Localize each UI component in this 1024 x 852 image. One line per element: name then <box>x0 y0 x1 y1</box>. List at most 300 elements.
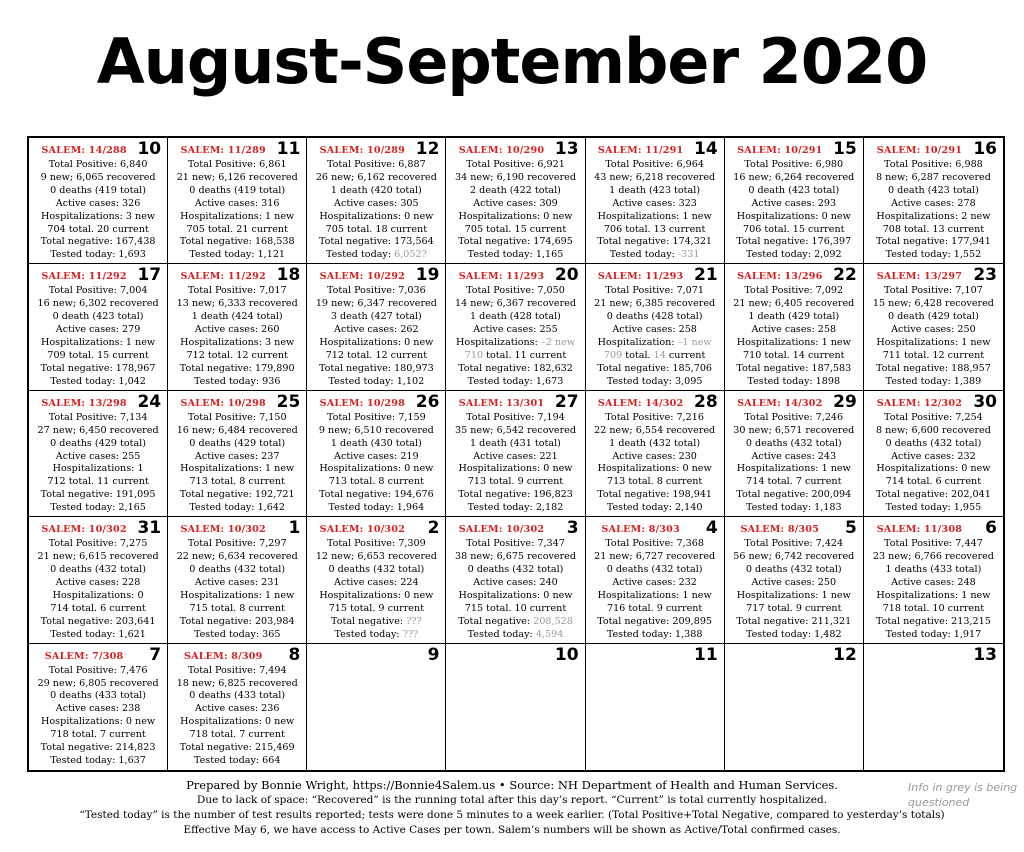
stat-text: Tested today: 936 <box>193 375 281 387</box>
stat-text: 1 deaths (433 total) <box>885 564 982 575</box>
stat-text: Tested today: 1,621 <box>50 628 146 640</box>
salem-cases: SALEM: 10/290 <box>458 145 545 156</box>
stat-text: Hospitalizations: 1 new <box>736 589 851 601</box>
stat-line <box>307 577 445 590</box>
day-stats <box>29 412 167 515</box>
stat-text: Tested today: 1,693 <box>50 249 146 261</box>
salem-cases: SALEM: 11/308 <box>876 524 963 536</box>
stat-line <box>864 224 1003 237</box>
stat-text: 13 new; 6,333 recovered <box>176 298 298 310</box>
stat-text: 0 deaths (432 total) <box>885 437 982 449</box>
stat-text: Active cases: 228 <box>55 576 141 588</box>
day-number: 8 <box>288 644 301 665</box>
stat-text: Active cases: 243 <box>751 450 837 462</box>
stat-line <box>168 603 306 616</box>
stat-line <box>29 538 167 551</box>
day-number: 7 <box>149 644 162 665</box>
stat-text: Total negative: 174,321 <box>597 236 713 248</box>
stat-line <box>586 337 724 350</box>
stat-text: 705 total. 21 current <box>186 223 288 235</box>
stat-text: Total negative: 185,706 <box>597 362 713 374</box>
stat-line <box>864 538 1003 551</box>
stat-line <box>446 616 584 629</box>
stat-line <box>307 438 445 451</box>
stat-text: Hospitalization: <box>597 337 678 349</box>
day-stats <box>168 665 306 768</box>
calendar-day-cell <box>586 644 725 770</box>
calendar-day-cell <box>864 138 1003 264</box>
stat-line <box>307 489 445 502</box>
stat-line <box>307 376 445 389</box>
stat-text: Total negative: 179,890 <box>179 362 295 374</box>
stat-text: Total negative: 173,564 <box>318 236 434 248</box>
stat-line <box>725 425 863 438</box>
stat-line <box>586 159 724 172</box>
questioned-value: 14 <box>653 349 666 361</box>
stat-text: 0 death (423 total) <box>887 184 979 196</box>
calendar-day-cell <box>307 517 446 643</box>
stat-text: 1 death (429 total) <box>748 311 840 323</box>
stat-line <box>29 236 167 249</box>
stat-line <box>586 438 724 451</box>
stat-line <box>29 211 167 224</box>
calendar-day-cell <box>29 517 168 643</box>
calendar-day-cell <box>586 391 725 517</box>
stat-line <box>864 185 1003 198</box>
stat-line <box>307 551 445 564</box>
stat-line <box>446 551 584 564</box>
day-stats <box>446 159 584 262</box>
stat-line <box>446 198 584 211</box>
stat-line <box>168 690 306 703</box>
stat-text: Tested today: <box>334 628 403 640</box>
stat-text: Tested today: <box>325 249 395 261</box>
stat-line <box>586 451 724 464</box>
stat-text: 1 death (428 total) <box>470 311 561 323</box>
day-number: 27 <box>554 391 579 412</box>
stat-line <box>168 716 306 729</box>
stat-line <box>307 603 445 616</box>
day-stats <box>864 159 1003 262</box>
stat-text: 9 new; 6,065 recovered <box>40 171 156 183</box>
salem-cases: SALEM: 14/288 <box>41 145 127 156</box>
stat-text: 713 total. 8 current <box>606 476 703 488</box>
day-stats <box>168 159 306 262</box>
stat-line <box>168 629 306 642</box>
stat-text: Tested today: 1,388 <box>606 628 703 640</box>
stat-text: Hospitalizations: 0 new <box>876 463 991 475</box>
stat-line <box>168 551 306 564</box>
stat-line <box>864 311 1003 324</box>
stat-line <box>29 438 167 451</box>
stat-line <box>168 755 306 768</box>
day-stats <box>725 285 863 388</box>
day-number: 26 <box>415 391 440 412</box>
stat-text: Hospitalizations: 0 new <box>319 210 434 222</box>
stat-text: Active cases: 279 <box>55 324 141 336</box>
stat-text: 714 total. 6 current <box>50 602 146 614</box>
stat-line <box>29 742 167 755</box>
stat-line <box>307 337 445 350</box>
stat-text: Hospitalizations: 1 new <box>736 337 851 349</box>
stat-text: 714 total. 7 current <box>746 476 842 488</box>
calendar-day-cell <box>725 138 864 264</box>
stat-text: Hospitalizations: 1 new <box>876 589 991 601</box>
stat-text: 38 new; 6,675 recovered <box>454 551 577 563</box>
stat-line <box>586 350 724 363</box>
stat-text: Hospitalizations: 0 new <box>180 716 295 728</box>
stat-line <box>586 577 724 590</box>
stat-text: Total Positive: 7,447 <box>884 538 983 550</box>
stat-line <box>446 438 584 451</box>
stat-line <box>307 502 445 515</box>
calendar-day-cell <box>168 644 307 770</box>
stat-text: 8 new; 6,600 recovered <box>875 424 991 436</box>
stat-text: Hospitalizations: 0 new <box>736 210 851 222</box>
stat-text: Total Positive: 7,036 <box>326 285 426 297</box>
stat-line <box>725 564 863 577</box>
stat-text: Tested today: 1,482 <box>745 628 842 640</box>
stat-line <box>725 211 863 224</box>
footer-credit: Prepared by Bonnie Wright, https://Bonnie4Salem.us • Source: NH Department of Health and Human Services. <box>186 778 838 792</box>
stat-text: Tested today: 1,121 <box>189 249 286 261</box>
stat-text: 713 total. 8 current <box>189 476 285 488</box>
stat-line <box>725 577 863 590</box>
stat-line <box>864 476 1003 489</box>
stat-text: Active cases: 255 <box>473 324 558 336</box>
stat-text: 56 new; 6,742 recovered <box>733 551 855 563</box>
stat-text: 1 death (423 total) <box>609 184 701 196</box>
stat-line <box>586 412 724 425</box>
stat-line <box>864 376 1003 389</box>
stat-text: 718 total. 7 current <box>189 729 285 741</box>
stat-text: Total Positive: 7,494 <box>187 664 287 676</box>
calendar-day-cell <box>446 644 585 770</box>
stat-line <box>586 629 724 642</box>
stat-text: 705 total. 15 current <box>464 223 567 235</box>
stat-line <box>168 185 306 198</box>
salem-cases: SALEM: 8/309 <box>183 650 263 662</box>
stat-line <box>307 363 445 376</box>
stat-text: 16 new; 6,484 recovered <box>176 424 298 436</box>
stat-line <box>168 489 306 502</box>
salem-cases: SALEM: 13/296 <box>737 271 823 283</box>
stat-line <box>29 678 167 691</box>
stat-line <box>864 616 1003 629</box>
stat-line <box>725 629 863 642</box>
stat-line <box>29 476 167 489</box>
stat-text: Total negative: 214,823 <box>40 742 156 754</box>
stat-text: 1 death (430 total) <box>330 437 422 449</box>
stat-line <box>29 590 167 603</box>
day-stats <box>725 538 863 641</box>
questioned-value: ??? <box>402 628 419 640</box>
stat-line <box>168 564 306 577</box>
day-number: 14 <box>694 139 718 159</box>
stat-line <box>29 311 167 324</box>
stat-text: Total negative: 168,538 <box>179 236 295 248</box>
day-stats <box>725 412 863 515</box>
stat-line <box>725 172 863 185</box>
stat-text: Total negative: 180,973 <box>318 362 434 374</box>
stat-text: Total negative: 191,095 <box>40 489 156 501</box>
stat-line <box>725 337 863 350</box>
stat-line <box>864 502 1003 515</box>
stat-line <box>586 198 724 211</box>
stat-line <box>446 564 584 577</box>
day-stats <box>864 412 1003 515</box>
stat-text: 0 death (423 total) <box>52 311 144 323</box>
calendar-day-cell <box>29 264 168 390</box>
calendar-day-cell <box>864 517 1003 643</box>
day-stats <box>586 412 724 515</box>
stat-line <box>29 285 167 298</box>
stat-line <box>725 285 863 298</box>
stat-text: Active cases: 232 <box>612 576 697 588</box>
stat-text: 8 new; 6,287 recovered <box>875 171 991 183</box>
stat-text: 21 new; 6,727 recovered <box>594 551 716 563</box>
stat-text: 21 new; 6,126 recovered <box>176 171 298 183</box>
stat-line <box>168 463 306 476</box>
stat-line <box>725 451 863 464</box>
salem-cases: SALEM: 7/308 <box>44 650 124 662</box>
stat-text: Total Positive: 7,050 <box>466 285 565 297</box>
calendar-day-cell <box>168 264 307 390</box>
day-number: 13 <box>973 644 997 665</box>
stat-line <box>446 590 584 603</box>
stat-text: 1 death (432 total) <box>609 437 701 449</box>
stat-text: Total negative: 176,397 <box>736 236 852 248</box>
stat-line <box>725 376 863 389</box>
stat-line <box>307 211 445 224</box>
stat-text: Active cases: 260 <box>194 324 280 336</box>
stat-line <box>307 311 445 324</box>
stat-line <box>29 172 167 185</box>
stat-text: 30 new; 6,571 recovered <box>733 424 855 436</box>
stat-text: 706 total. 15 current <box>743 223 845 235</box>
stat-text: Active cases: 240 <box>473 576 558 588</box>
stat-text: Tested today: 1,165 <box>467 249 564 261</box>
stat-text: Tested today: 2,140 <box>606 502 703 514</box>
stat-line <box>586 185 724 198</box>
stat-text: Total Positive: 7,275 <box>48 538 148 550</box>
stat-line <box>29 489 167 502</box>
stat-line <box>168 703 306 716</box>
stat-line <box>725 438 863 451</box>
stat-line <box>307 538 445 551</box>
stat-line <box>446 451 584 464</box>
stat-line <box>307 616 445 629</box>
questioned-value: ??? <box>406 615 422 627</box>
stat-line <box>864 551 1003 564</box>
stat-text: 0 deaths (429 total) <box>50 437 146 449</box>
stat-line <box>446 185 584 198</box>
stat-line <box>725 489 863 502</box>
stat-line <box>725 185 863 198</box>
stat-text: Total negative: 182,632 <box>458 362 573 374</box>
stat-text: Total Positive: 7,216 <box>605 411 704 423</box>
stat-line <box>307 159 445 172</box>
stat-text: 0 deaths (433 total) <box>189 690 286 702</box>
stat-line <box>29 350 167 363</box>
stat-text: Active cases: 236 <box>194 703 280 715</box>
stat-line <box>29 298 167 311</box>
stat-line <box>586 211 724 224</box>
stat-line <box>864 298 1003 311</box>
stat-line <box>725 603 863 616</box>
stat-line <box>168 729 306 742</box>
stat-text: Hospitalizations: 0 new <box>458 589 573 601</box>
stat-line <box>864 451 1003 464</box>
calendar-day-cell <box>446 391 585 517</box>
stat-line <box>586 172 724 185</box>
stat-text: Total Positive: 7,071 <box>605 285 704 297</box>
stat-text: 0 deaths (432 total) <box>189 564 286 575</box>
day-number: 4 <box>705 518 718 539</box>
stat-line <box>864 412 1003 425</box>
day-number: 9 <box>427 644 440 665</box>
stat-text: Total negative: <box>458 615 534 627</box>
day-number: 12 <box>833 644 857 665</box>
stat-text: Total Positive: 7,368 <box>605 538 704 550</box>
stat-text: Active cases: 248 <box>891 576 976 588</box>
stat-text: Active cases: 293 <box>751 197 837 209</box>
day-number: 19 <box>415 265 440 286</box>
calendar-day-cell <box>29 644 168 770</box>
stat-line <box>446 350 584 363</box>
calendar-day-cell <box>446 517 585 643</box>
stat-line <box>864 438 1003 451</box>
stat-text: Tested today: 1,183 <box>745 502 842 514</box>
stat-line <box>864 425 1003 438</box>
stat-line <box>168 502 306 515</box>
stat-text: Active cases: 258 <box>751 324 837 336</box>
stat-line <box>168 311 306 324</box>
stat-line <box>29 690 167 703</box>
stat-line <box>446 311 584 324</box>
calendar-day-cell <box>168 391 307 517</box>
footer-note-active: Effective May 6, we have access to Active Cases per town. Salem’s numbers will be shown as Active/Total confirmed cases. <box>183 824 841 836</box>
stat-text: Total negative: 200,094 <box>736 489 852 501</box>
day-stats <box>586 285 724 388</box>
day-number: 2 <box>427 518 440 539</box>
stat-text: 715 total. 10 current <box>464 602 567 614</box>
stat-line <box>725 551 863 564</box>
stat-line <box>446 224 584 237</box>
calendar-day-cell <box>586 264 725 390</box>
stat-text: 0 deaths (432 total) <box>467 564 564 575</box>
salem-cases: SALEM: 11/292 <box>41 271 127 283</box>
day-number: 25 <box>276 391 301 412</box>
stat-line <box>29 463 167 476</box>
stat-text: 1 death (431 total) <box>470 437 561 449</box>
salem-cases: SALEM: 10/298 <box>180 397 266 409</box>
day-stats <box>307 285 445 388</box>
stat-line <box>29 616 167 629</box>
stat-text: Active cases: 250 <box>891 324 976 336</box>
stat-line <box>29 224 167 237</box>
stat-text: 12 new; 6,653 recovered <box>315 551 437 563</box>
stat-line <box>307 451 445 464</box>
stat-line <box>586 298 724 311</box>
stat-text: 29 new; 6,805 recovered <box>37 677 159 689</box>
stat-line <box>168 172 306 185</box>
stat-line <box>29 729 167 742</box>
stat-line <box>725 311 863 324</box>
stat-text: Hospitalizations: 0 <box>52 589 144 601</box>
stat-text: 16 new; 6,264 recovered <box>733 171 855 183</box>
day-stats <box>586 538 724 641</box>
stat-text: 0 deaths (429 total) <box>189 437 286 449</box>
day-stats <box>29 538 167 641</box>
stat-line <box>725 590 863 603</box>
day-stats <box>446 285 584 388</box>
footer-notes <box>0 778 1024 838</box>
stat-line <box>725 249 863 262</box>
stat-text: Total negative: 198,941 <box>597 489 713 501</box>
stat-line <box>168 285 306 298</box>
stat-text: 711 total. 12 current <box>882 349 985 361</box>
salem-cases: SALEM: 14/302 <box>737 397 823 409</box>
stat-line <box>864 629 1003 642</box>
stat-line <box>29 324 167 337</box>
stat-line <box>307 350 445 363</box>
day-number: 29 <box>833 391 857 412</box>
stat-line <box>446 236 584 249</box>
stat-text: Total negative: <box>331 615 407 627</box>
stat-text: 0 deaths (432 total) <box>328 564 425 575</box>
day-number: 13 <box>554 139 579 159</box>
stat-text: Total negative: 202,041 <box>876 489 991 501</box>
stat-text: Total Positive: 7,309 <box>326 538 426 550</box>
stat-text: Total Positive: 7,092 <box>744 285 844 297</box>
stat-line <box>29 159 167 172</box>
day-stats <box>29 285 167 388</box>
stat-text: 15 new; 6,428 recovered <box>872 298 994 310</box>
stat-line <box>168 224 306 237</box>
stat-text: Total negative: 203,984 <box>179 615 295 627</box>
stat-text: 712 total. 11 current <box>47 476 149 488</box>
stat-text: 0 deaths (432 total) <box>745 564 842 575</box>
day-number: 30 <box>973 391 997 412</box>
stat-line <box>725 538 863 551</box>
stat-text: 9 new; 6,510 recovered <box>318 424 434 436</box>
stat-text: 712 total. 12 current <box>325 349 428 361</box>
stat-text: 34 new; 6,190 recovered <box>454 171 577 183</box>
salem-cases: SALEM: 10/298 <box>319 397 406 409</box>
stat-line <box>168 337 306 350</box>
day-stats <box>725 159 863 262</box>
stat-text: Total negative: 196,823 <box>458 489 573 501</box>
stat-text: Hospitalizations: 3 new <box>41 210 156 222</box>
stat-text: Active cases: 231 <box>194 576 280 588</box>
stat-line <box>864 236 1003 249</box>
stat-text: Total Positive: 6,861 <box>187 159 287 170</box>
stat-line <box>168 350 306 363</box>
stat-text: Total Positive: 7,254 <box>884 411 983 423</box>
stat-line <box>307 412 445 425</box>
stat-text: Tested today: 1,102 <box>328 375 425 387</box>
day-number: 16 <box>973 139 997 159</box>
stat-text: 710 total. 14 current <box>743 349 845 361</box>
stat-text: Active cases: 316 <box>194 197 280 209</box>
stat-line <box>29 249 167 262</box>
calendar-day-cell <box>586 138 725 264</box>
stat-line <box>864 172 1003 185</box>
stat-line <box>168 616 306 629</box>
stat-line <box>446 363 584 376</box>
stat-line <box>307 590 445 603</box>
